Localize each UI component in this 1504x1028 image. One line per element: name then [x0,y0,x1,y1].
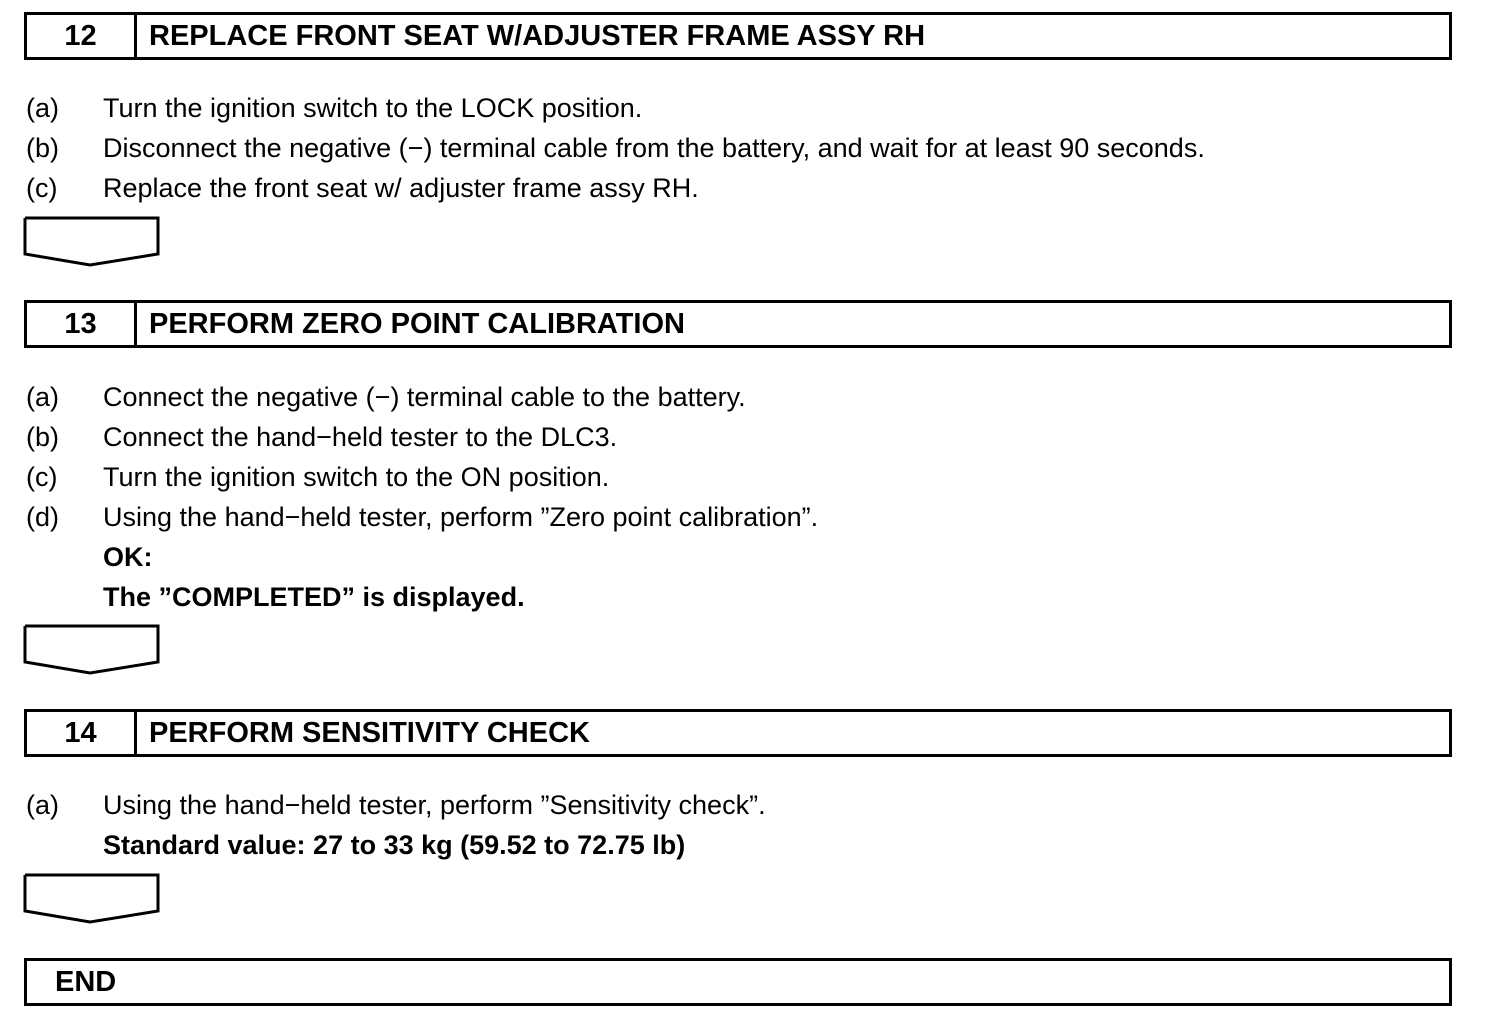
list-item [26,785,766,825]
step-title: PERFORM ZERO POINT CALIBRATION [149,307,685,340]
down-arrow-icon [22,624,162,676]
step-header-13 [24,300,1452,348]
end-box [24,958,1452,1006]
standard-value: Standard value: 27 to 33 kg (59.52 to 72.75 lb) [103,830,686,860]
item-label: (a) [26,382,59,412]
down-arrow-icon [22,216,162,268]
down-arrow-icon [22,873,162,925]
item-label: (b) [26,422,59,452]
item-text: Replace the front seat w/ adjuster frame assy RH. [103,173,699,203]
item-label: (c) [26,462,58,492]
item-label: (c) [26,173,58,203]
list-item [26,377,746,417]
step-header-14 [24,709,1452,757]
list-item [26,88,642,128]
end-label: END [55,965,117,998]
item-text: Turn the ignition switch to the ON position. [103,462,610,492]
list-item [26,417,617,457]
item-label: (d) [26,502,59,532]
step-number: 12 [27,15,137,57]
step-title: REPLACE FRONT SEAT W/ADJUSTER FRAME ASSY RH [149,19,926,52]
item-text: Using the hand−held tester, perform ”Zero point calibration”. [103,502,819,532]
list-item [26,457,609,497]
ok-criteria: The ”COMPLETED” is displayed. [103,582,525,612]
item-text: Connect the negative (−) terminal cable to the battery. [103,382,746,412]
list-item [26,128,1205,168]
list-item [26,497,818,537]
item-text: Using the hand−held tester, perform ”Sensitivity check”. [103,790,766,820]
step-header-12 [24,12,1452,60]
ok-label: OK: [103,542,153,572]
list-item [26,168,699,208]
item-label: (a) [26,790,59,820]
step-title: PERFORM SENSITIVITY CHECK [149,716,590,749]
item-text: Turn the ignition switch to the LOCK position. [103,93,643,123]
item-text: Connect the hand−held tester to the DLC3. [103,422,618,452]
step-number: 13 [27,303,137,345]
item-label: (a) [26,93,59,123]
item-text: Disconnect the negative (−) terminal cable from the battery, and wait for at least 90 seconds. [103,133,1205,163]
item-label: (b) [26,133,59,163]
step-number: 14 [27,712,137,754]
